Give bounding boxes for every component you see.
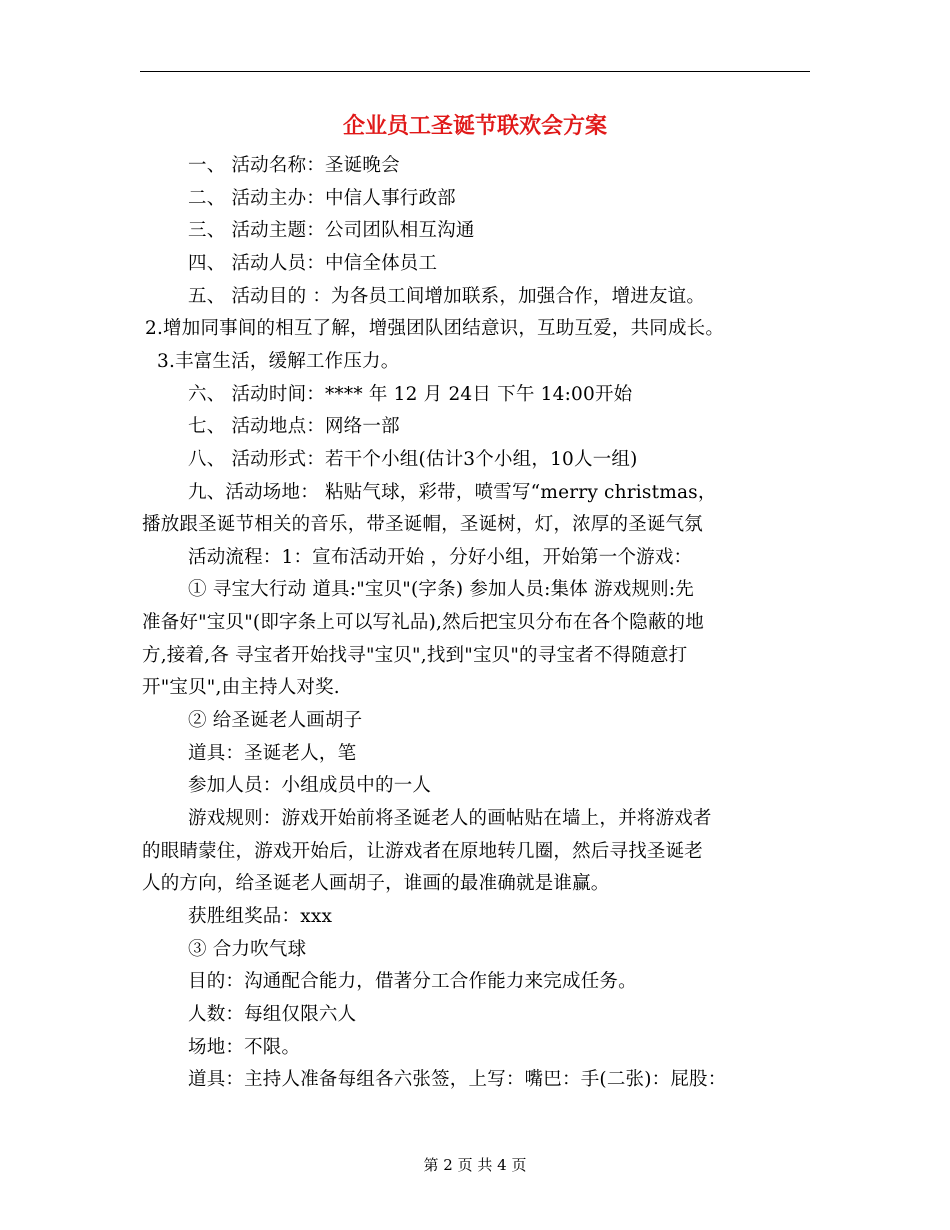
document-title: 企业员工圣诞节联欢会方案: [342, 113, 607, 139]
text-line: 七、 活动地点：网络一部: [188, 416, 400, 437]
text-line: ② 给圣诞老人画胡子: [188, 710, 363, 731]
text-line: 准备好"宝贝"(即字条上可以写礼品),然后把宝贝分布在各个隐蔽的地: [142, 612, 704, 633]
text-line: 方,接着,各 寻宝者开始找寻"宝贝",找到"宝贝"的寻宝者不得随意打: [142, 645, 688, 666]
text-line: 人数：每组仅限六人: [188, 1004, 357, 1025]
text-line: 六、 活动时间：**** 年 12 月 24日 下午 14:00开始: [188, 384, 633, 405]
text-line: 二、 活动主办：中信人事行政部: [188, 188, 456, 209]
text-line: 播放跟圣诞节相关的音乐，带圣诞帽，圣诞树，灯，浓厚的圣诞气氛: [142, 514, 704, 535]
text-line: 游戏规则：游戏开始前将圣诞老人的画帖贴在墙上，并将游戏者: [188, 808, 712, 829]
text-line: 的眼睛蒙住，游戏开始后，让游戏者在原地转几圈，然后寻找圣诞老: [142, 841, 704, 862]
text-line: 2.增加同事间的相互了解，增强团队团结意识，互助互爱，共同成长。: [145, 318, 725, 339]
text-line: 五、 活动目的 ：为各员工间增加联系，加强合作，增进友谊。: [188, 286, 706, 307]
text-line: 开"宝贝",由主持人对奖.: [142, 677, 340, 698]
page-footer: 第 2 页 共 4 页: [423, 1156, 527, 1174]
text-line: 参加人员：小组成员中的一人: [188, 775, 432, 796]
text-line: 九、活动场地： 粘贴气球，彩带，喷雪写“merry christmas，: [188, 482, 717, 503]
text-line: 场地：不限。: [188, 1037, 301, 1058]
text-line: 人的方向，给圣诞老人画胡子，谁画的最准确就是谁赢。: [142, 873, 610, 894]
text-line: 八、 活动形式：若干个小组(估计3个小组，10人一组): [188, 449, 638, 470]
text-line: 道具：圣诞老人，笔: [188, 743, 357, 764]
text-line: ① 寻宝大行动 道具:"宝贝"(字条) 参加人员:集体 游戏规则:先: [188, 579, 694, 600]
text-line: 活动流程：1：宣布活动开始 ，分好小组，开始第一个游戏：: [188, 547, 693, 568]
text-line: 三、 活动主题：公司团队相互沟通: [188, 220, 475, 241]
text-line: 一、 活动名称：圣诞晚会: [188, 155, 400, 176]
text-line: 3.丰富生活，缓解工作压力。: [157, 351, 400, 372]
text-line: 道具：主持人准备每组各六张签，上写：嘴巴：手(二张)：屁股：: [188, 1069, 727, 1090]
text-line: ③ 合力吹气球: [188, 939, 307, 960]
text-line: 四、 活动人员：中信全体员工: [188, 253, 438, 274]
text-line: 目的：沟通配合能力，借著分工合作能力来完成任务。: [188, 971, 637, 992]
header-rule: [140, 71, 810, 72]
text-line: 获胜组奖品：xxx: [188, 906, 333, 927]
